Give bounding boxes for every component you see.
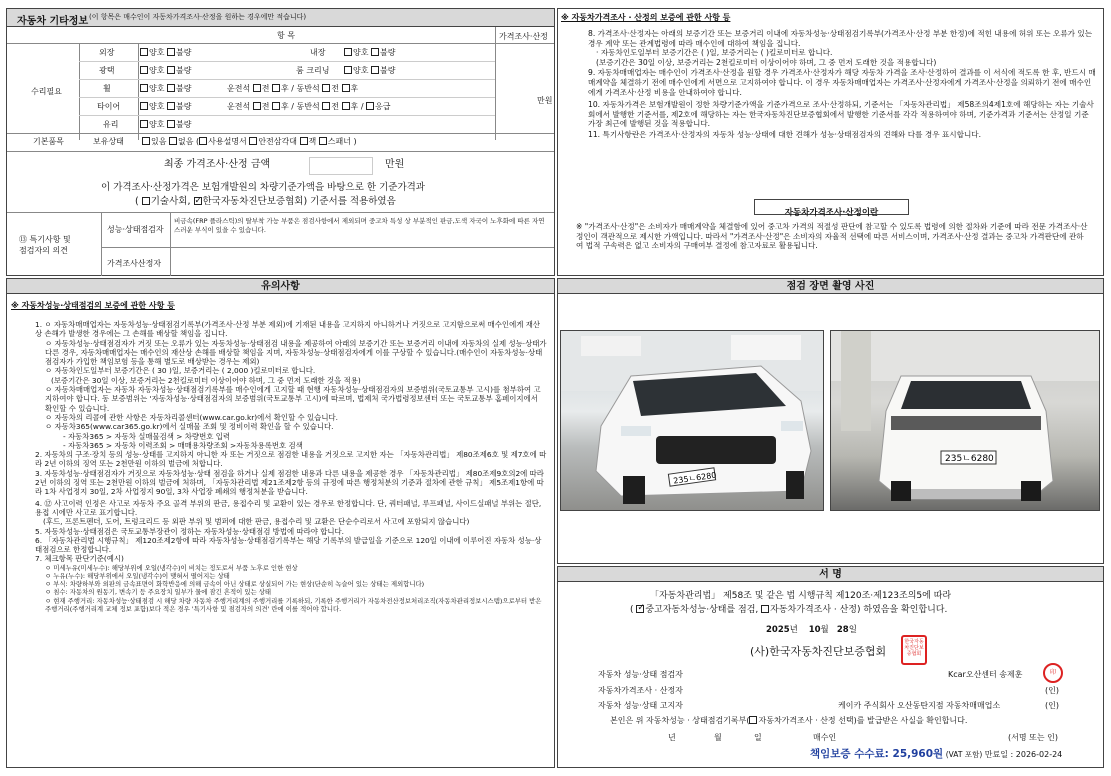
- basic-items-sub: 보유상태: [93, 137, 124, 146]
- notifier-label: 자동차 성능·상태 고지자: [598, 701, 683, 710]
- note-1e: ㅇ 자동차매매업자는 자동차 자동차성능·상태점검기록부를 매수인에게 고지할 때 현행 자동차성능·상태점검자의 보증범위(국토교통부 고시)를 첨부하여 고지하여야 합니다. 동 보증범위는 '자동차성능·상태점검자의 보증범위(국토교통부 고시)에 따르며, 법제처 국가법령정보센터 또는 국토교통부 홈페이지에서 확인할 수 있습니다.: [45, 385, 541, 413]
- note-5: 5. 자동차성능·상태점검은 국토교통부장관이 정하는 자동차성능·상태점검 방법에 따라야 합니다.: [35, 526, 344, 536]
- checkbox-manual[interactable]: [199, 137, 207, 145]
- option-label: 양호: [149, 84, 165, 93]
- checkbox-present[interactable]: [142, 137, 150, 145]
- special-row1-text: 비금속(FRP 플라스틱)의 탈부착 가능 부품은 점검사항에서 제외되며 중고차 특성 상 부분적인 판금,도색 자국이 노후화에 따른 자연스러운 부식이 있을 수 있습니다.: [174, 217, 545, 234]
- buyer-sign: (서명 또는 인): [1008, 733, 1058, 742]
- note-1h: - 자동차365 > 자동차 실매물검색 > 차량번호 입력: [63, 431, 230, 441]
- option-label: 후: [350, 84, 359, 93]
- notes-section: [6, 278, 555, 768]
- checkbox-bad[interactable]: [167, 102, 175, 110]
- option-label: 양호: [149, 120, 165, 129]
- notes-title: ※ 자동차성능·상태점검의 보증에 관한 사항 등: [11, 301, 175, 310]
- checkbox-performance-check[interactable]: [636, 605, 644, 613]
- photos-header: 점검 장면 촬영 사진: [786, 281, 875, 292]
- checkbox-driver-front[interactable]: [253, 84, 261, 92]
- option-label: 양호: [353, 66, 369, 75]
- option-label: 전: [331, 102, 339, 111]
- row-name: 타이어: [97, 102, 121, 111]
- checkbox-bad[interactable]: [371, 48, 379, 56]
- item-8: 8. 가격조사·산정자는 아래의 보증기간 또는 보증거리 이내에 자동차성능·상태점검기록부(가격조사·산정 부분 한정)에 적힌 내용에 허위 또는 오류가 있는 경우 계약 또는 관계법령에 따라 매수인에 대하여 책임을 집니다.: [588, 29, 1093, 48]
- pricer-label: 자동차가격조사 · 산정자: [598, 686, 683, 695]
- signature-section: 서 명 「자동차관리법」 제58조 및 같은 법 시행규칙 제120조·제123조의5에 따라 ( ✓중고자동차성능·상태를 점검, 자동차가격조사 · 산정) 하였음을 확인합니다. 2025년 10월 28일 (사)한국자동차진단보증협회 한국자동차진단보증협회 자동차 성능·상태 점검자 Kcar오산센터 송제훈 印 자동차가격조사 · 산정자 (인) 자동차 성능·상태 고지자 케이카 주식회사 오산동탄지점 자동차매매업소 (인) 본인은 위 자동차성능 · 상태점검기록부( 자동차가격조사 · 산정 선택)를 발급받은 사실을 확인합니다. 년 월 일 매수인 (서명 또는 인) 책임보증 수수료: 25,960원 (VAT 포함) 만료일 : 2026-02-24: [557, 566, 1104, 768]
- checkbox-kadwa[interactable]: [194, 197, 202, 205]
- checkbox-driver-front[interactable]: [253, 102, 261, 110]
- note-1d: (보증기간은 30일 이상, 보증거리는 2천킬로미터 이상이어야 하며, 그 중 먼저 도래한 것을 적용): [51, 375, 361, 385]
- option-label: 응급: [375, 102, 391, 111]
- row-name2: 내장: [310, 48, 326, 57]
- what-is-pricing-title: 자동차가격조사·산정이란: [784, 208, 879, 218]
- option-label: 스패너 ): [327, 137, 357, 146]
- fee-vat: (VAT 포함): [945, 750, 983, 759]
- checkbox-driver-rear[interactable]: [272, 84, 280, 92]
- note-1i: - 자동차365 > 자동차 이력조회 > 매매용차량조회 >자동차용록번호 검색: [63, 440, 303, 450]
- checkbox-spanner[interactable]: [319, 137, 327, 145]
- repair-needed-label: 수리필요: [31, 87, 62, 96]
- option-label: 양호: [149, 102, 165, 111]
- criteria-item: ㅇ 침수: 자동차의 원동기, 변속기 등 주요장치 일부가 물에 잠긴 흔적이 있는 상태: [45, 588, 272, 597]
- option-label: 없음 (: [178, 137, 200, 146]
- buyer-label: 매수인: [813, 733, 837, 742]
- basis-opt1: 기술사회,: [150, 196, 191, 207]
- checkbox-passenger-rear[interactable]: [342, 84, 350, 92]
- checkbox-absent[interactable]: [169, 137, 177, 145]
- checkbox-good[interactable]: [140, 66, 148, 74]
- final-price-label: 최종 가격조사·산정 금액: [164, 159, 271, 170]
- note-4: 4. ⑫ 사고이력 인정은 사고로 자동차 주요 골격 부위의 판금, 용접수리 및 교환이 있는 경우로 한정합니다. 단, 쿼터패널, 루프패널, 사이드실패널 부위는 절단, 용접 시에만 사고로 표기합니다.: [35, 498, 542, 517]
- checkbox-driver-rear[interactable]: [272, 102, 280, 110]
- basic-items-label: 기본품목: [33, 137, 64, 146]
- price-guarantee-items: [588, 29, 1096, 140]
- special-row2-label: 가격조사산정자: [107, 259, 162, 268]
- note-1: 1. ㅇ 자동차매매업자는 자동차성능·상태점검기록부(가격조사·산정 부분 제외)에 기재된 내용을 고지하지 아니하거나 거짓으로 고지함으로써 매수인에게 재산상 손해가 발생한 경우에는 그 손해를 배상할 책임을 집니다.: [35, 320, 540, 339]
- photos-section: [557, 278, 1104, 564]
- receipt-line: 본인은 위 자동차성능 · 상태점검기록부( 자동차가격조사 · 산정 선택)를 발급받은 사실을 확인합니다.: [610, 716, 968, 725]
- checkbox-bad[interactable]: [167, 84, 175, 92]
- signature-line2a: 중고자동차성능·상태를 점검,: [645, 605, 759, 615]
- note-1b: ㅇ 자동차성능·상태점검자가 거짓 또는 오류가 있는 자동차성능·상태점검 내용을 제공하여 아래의 보증기간 또는 보증거리 이내에 자동차의 실제 성능·상태가 다른 경우, 자동차매매업자는 매수인의 재산상 손해를 배상할 책임을 지며, 자동차성능·상태점검자에게 이를 구상할 수 있습니다.(매수인이 자동차성능·상태점검자가 가입한 책임보험 등을 통해 별도로 배상받는 경우는 제외): [45, 338, 547, 367]
- option-label: 불량: [176, 66, 192, 75]
- signature-header: 서 명: [819, 569, 842, 580]
- row-name: 휠: [103, 84, 111, 93]
- price-unit: 만원: [537, 96, 553, 105]
- note-1f: ㅇ 자동차의 리콜에 관한 사항은 자동차리콜센터(www.car.go.kr)에서 확인할 수 있습니다.: [45, 412, 338, 422]
- signature-org: (사)한국자동차진단보증협회: [750, 645, 887, 658]
- basis-opt2: 한국자동차진단보증협회) 기준서를 적용하였음: [202, 196, 396, 207]
- final-price-input[interactable]: [309, 157, 373, 175]
- note-1g: ㅇ 자동차365(www.car365.go.kr)에서 실매물 조회 및 정비이력 확인을 할 수 있습니다.: [45, 422, 334, 432]
- col-item-header: 항 목: [277, 31, 295, 40]
- option-label: 불량: [176, 84, 192, 93]
- special-row1-label: 성능·상태점검자: [107, 225, 164, 234]
- price-guarantee-section: [557, 8, 1104, 276]
- expiry-date: 만료일 : 2026-02-24: [984, 750, 1063, 759]
- option-label: 불량: [176, 48, 192, 57]
- checkbox-passenger-rear[interactable]: [342, 102, 350, 110]
- note-2: 2. 자동차의 구조·장치 등의 성능·상태를 고지하지 아니한 자 또는 거짓으로 점검한 내용을 거짓으로 고지한 자는 「자동차관리법」 제80조제6호 및 제7호에 따라 2년 이하의 징역 또는 2천만원 이하의 벌금에 처합니다.: [35, 450, 547, 469]
- checkbox-bad[interactable]: [371, 66, 379, 74]
- checkbox-bad[interactable]: [167, 120, 175, 128]
- col-price-header: 가격조사·산정: [499, 32, 548, 41]
- note-3: 3. 자동차성능·상태점검자가 거짓으로 자동차성능·상태 점검을 하거나 실제 점검한 내용과 다른 내용을 제공한 경우 「자동차관리법」 제80조제9호의2에 따라 2년 이하의 징역 또는 2천만원 이하의 벌금에 처하며, 「자동차관리법 제21조제2항 등의 규정에 따른 행정처분의 기준과 절차에 관한 규칙」 제5조제1항에 따라 1차 사업정지 30일, 2차 사업정지 90일, 3차 사업장 폐쇄의 행정처분을 받습니다.: [35, 468, 544, 497]
- checkbox-good[interactable]: [140, 48, 148, 56]
- option-label: 양호: [149, 48, 165, 57]
- signature-date: 2025년 10월 28일: [766, 625, 857, 635]
- option-label: 후 / 동반석: [281, 84, 320, 93]
- option-label: 전: [261, 84, 270, 93]
- rear-plate: 235ㄴ6280: [945, 454, 994, 464]
- other-info-title: 자동차 기타정보: [17, 16, 89, 27]
- front-car-illustration: [561, 331, 823, 510]
- org-stamp: 한국자동차진단보증협회: [901, 635, 927, 665]
- checkbox-good[interactable]: [140, 102, 148, 110]
- inspector-seal: 印: [1043, 663, 1063, 683]
- item-8-note: (보증기간은 30일 이상, 보증거리는 2천킬로미터 이상이어야 하며, 그 중 먼저 도래한 것을 적용합니다): [596, 57, 937, 67]
- criteria-item: ㅇ 현재 주행거리: 자동차성능·상태점검 시 해당 차량 자동차 주행거리계의 주행거리를 기록하되, 기록한 주행거리가 자동차전산정보처리조직(자동차관리정보시스템)으로부터 받은 주행거리(주행거리계 교체 정보 포함)보다 적은 경우 '특기사항 및 점검자의 의견' 란에 이를 적어야 합니다.: [45, 596, 542, 613]
- option-label: 불량: [176, 120, 192, 129]
- signature-law-line: 「자동차관리법」 제58조 및 같은 법 시행규칙 제120조·제123조의5에 따라: [650, 591, 952, 601]
- note-6: 6. 「자동차관리법 시행규칙」 제120조제2항에 따라 자동차성능·상태점검기록부는 해당 기록부의 발급일을 기준으로 120일 이내에 이루어진 자동차 성능·상태점검으로 한정합니다.: [35, 535, 542, 555]
- criteria-list: [35, 564, 547, 613]
- item-10: 10. 자동차가격은 보험개발원이 정한 차량기준가액을 기준가격으로 조사·산정하되, 기준서는 「자동차관리법」 제58조의4제1호에 해당하는 자는 기술사회에서 발행한 기준서를, 제2호에 해당하는 자는 한국자동차진단보증협회에서 발행한 기준서를 각각 적용하여야 하며, 기준가격과 기준서는 산정일 기준 가장 최근에 발행된 것을 적용합니다.: [588, 100, 1094, 129]
- item-11: 11. 특기사항란은 가격조사·산정자의 자동차 성능·상태에 대한 견해가 성능·상태점검자의 견해와 다를 경우 표시합니다.: [588, 129, 982, 139]
- special-notes-label: ⑬ 특기사항 및 점검자의 의견: [19, 235, 71, 255]
- note-4b: (후드, 프론트펜더, 도어, 트렁크리드 등 외판 부위 및 범퍼에 대한 판금, 용접수리 및 교환은 단순수리로서 사고에 포함되지 않습니다): [43, 517, 470, 527]
- fee-row: [810, 749, 1062, 760]
- row-name: 유리: [103, 120, 119, 129]
- row-name2: 운전석: [227, 102, 251, 111]
- checkbox-emergency[interactable]: [366, 102, 374, 110]
- checkbox-good[interactable]: [344, 66, 352, 74]
- option-label: 불량: [176, 102, 192, 111]
- inspector-value: Kcar오산센터 송제훈: [948, 670, 1023, 679]
- criteria-item: ㅇ 부식: 차량하부와 외판의 금속표면이 화학반응에 의해 금속이 아닌 상태로 상실되어 가는 현상(단순히 녹슬어 있는 상태는 제외합니다): [45, 580, 425, 589]
- notes-header: 유의사항: [261, 281, 300, 292]
- option-label: 전: [331, 84, 339, 93]
- signature-line2b: 자동차가격조사 · 산정) 하였음을 확인합니다.: [770, 605, 948, 615]
- date-month: 월: [714, 733, 722, 742]
- other-info-section: 자동차 기타정보 (이 항목은 매수인이 자동차가격조사·산정을 원하는 경우에만 적습니다) 항 목 가격조사·산정 수리필요 만원 외장 양호 불량 내장 양호 불량 광택 양호 불량 룸 크리닝 양호 불량 휠 양호 불량 운전석 전 후 / 동반석 전 후 타이어 양호 불량 운전석 전 후 / 동반석 전 후 / 응급 유리 양호 불량 기본품목 보유상태 있음 없음 ( 사용설명서 안전삼각대 잭 스패너 ) 최종 가격조사·산정 금액 만원 이 가격조사·산정가격은 보험개발원의 차량기준가액을 바탕으로 한 기준가격과 ( 기술사회, ✓ 한국자동차진단보증협회) 기준서를 적용하였음 ⑬ 특기사항 및 점검자의 의견 성능·상태점검자 비금속(FRP 플라스틱)의 탈부착 가능 부품은 점검사항에서 제외되며 중고차 특성 상 부분적인 판금,도색 자국이 노후화에 따른 자연스러운 부식이 있을 수 있습니다. 가격조사산정자: [6, 8, 555, 276]
- price-guarantee-title: ※ 자동차가격조사 · 산정의 보증에 관한 사항 등: [561, 13, 731, 22]
- notifier-value: 케이카 주식회사 오산동탄지점 자동차매매업소: [838, 701, 1001, 710]
- row-name: 광택: [99, 66, 115, 75]
- rear-car-photo: [830, 330, 1100, 511]
- checkbox-jack[interactable]: [300, 137, 308, 145]
- checkbox-good[interactable]: [140, 120, 148, 128]
- what-is-pricing-box: [754, 199, 909, 218]
- criteria-item: ㅇ 누유(누수): 해당부위에서 오일(냉각수)이 맺혀서 떨어지는 상태: [45, 571, 230, 580]
- pricer-seal: (인): [1045, 686, 1059, 695]
- checkbox-bad[interactable]: [167, 66, 175, 74]
- checkbox-receipt-price[interactable]: [749, 716, 757, 724]
- option-label: 전: [261, 102, 270, 111]
- checkbox-triangle[interactable]: [249, 137, 257, 145]
- what-is-pricing-text: ※ "가격조사·산정"은 소비자가 매매계약을 체결함에 있어 중고차 가격의 적절성 판단에 참고할 수 있도록 법령에 의한 절차와 기준에 따라 전문 가격조사·산정인이 객관적으로 제시한 가액입니다. 따라서 "가격조사·산정"은 소비자의 자율적 선택에 따른 서비스이며, 가격조사·산정 결과는 중고차 가격판단에 관하여 법적 구속력은 없고 소비자의 구매여부 결정에 참고자료로 활용됩니다.: [576, 222, 1088, 251]
- notes-items: [35, 320, 547, 613]
- final-price-unit: 만원: [385, 159, 405, 170]
- option-label: 후 /: [350, 102, 364, 111]
- note-1c: ㅇ 자동차인도일부터 보증기간은 ( 30 )일, 보증거리는 ( 2,000 )킬로미터로 합니다.: [45, 366, 316, 376]
- row-name: 외장: [99, 48, 115, 57]
- checkbox-passenger-front[interactable]: [322, 102, 330, 110]
- option-label: 불량: [380, 66, 396, 75]
- option-label: 후 / 동반석: [281, 102, 320, 111]
- option-label: 불량: [380, 48, 396, 57]
- note-7: 7. 체크항목 판단기준(예시): [35, 554, 124, 564]
- front-plate: 235ㄴ6280: [672, 470, 717, 486]
- fee-label: 책임보증 수수료: 25,960원: [810, 748, 944, 760]
- checkbox-bad[interactable]: [167, 48, 175, 56]
- checkbox-good[interactable]: [344, 48, 352, 56]
- basis-line1: 이 가격조사·산정가격은 보험개발원의 차량기준가액을 바탕으로 한 기준가격과: [101, 182, 425, 193]
- front-car-photo: [560, 330, 824, 511]
- option-label: 사용설명서: [208, 137, 247, 146]
- date-day: 일: [754, 733, 762, 742]
- checkbox-price-check[interactable]: [761, 605, 769, 613]
- notifier-seal: (인): [1045, 701, 1059, 710]
- item-9: 9. 자동차매매업자는 매수인이 가격조사·산정을 원할 경우 가격조사·산정자가 해당 자동차 가격을 조사·산정하여 결과를 이 서식에 적도록 한 후, 반드시 매매계약을 체결하기 전에 매수인에게 서면으로 고지하여야 합니다. 이 경우 자동차매매업자는 가격조사·산정자에게 가격조사·산정을 의뢰하기 전에 매수인에게 가격조사·산정 비용을 안내하여야 합니다.: [588, 68, 1096, 97]
- other-info-subtitle: (이 항목은 매수인이 자동차가격조사·산정을 원하는 경우에만 적습니다): [89, 13, 307, 21]
- row-name2: 룸 크리닝: [296, 66, 330, 75]
- criteria-item: ㅇ 미세누유(미세누수): 해당부위에 오일(냉각수)이 비치는 정도로서 부품 노후로 인한 현상: [45, 563, 298, 572]
- item-8-period: · 자동차인도일부터 보증기간은 ( )일, 보증거리는 ( )킬로미터로 합니다.: [596, 48, 833, 58]
- option-label: 안전삼각대: [258, 137, 297, 146]
- option-label: 잭: [308, 137, 317, 146]
- option-label: 양호: [149, 66, 165, 75]
- checkbox-passenger-front[interactable]: [322, 84, 330, 92]
- checkbox-good[interactable]: [140, 84, 148, 92]
- option-label: 양호: [353, 48, 369, 57]
- option-label: 있음: [151, 137, 167, 146]
- checkbox-tech-society[interactable]: [142, 197, 150, 205]
- rear-car-illustration: [831, 331, 1099, 510]
- date-year: 년: [668, 733, 676, 742]
- inspector-label: 자동차 성능·상태 점검자: [598, 670, 683, 679]
- row-name2: 운전석: [227, 84, 251, 93]
